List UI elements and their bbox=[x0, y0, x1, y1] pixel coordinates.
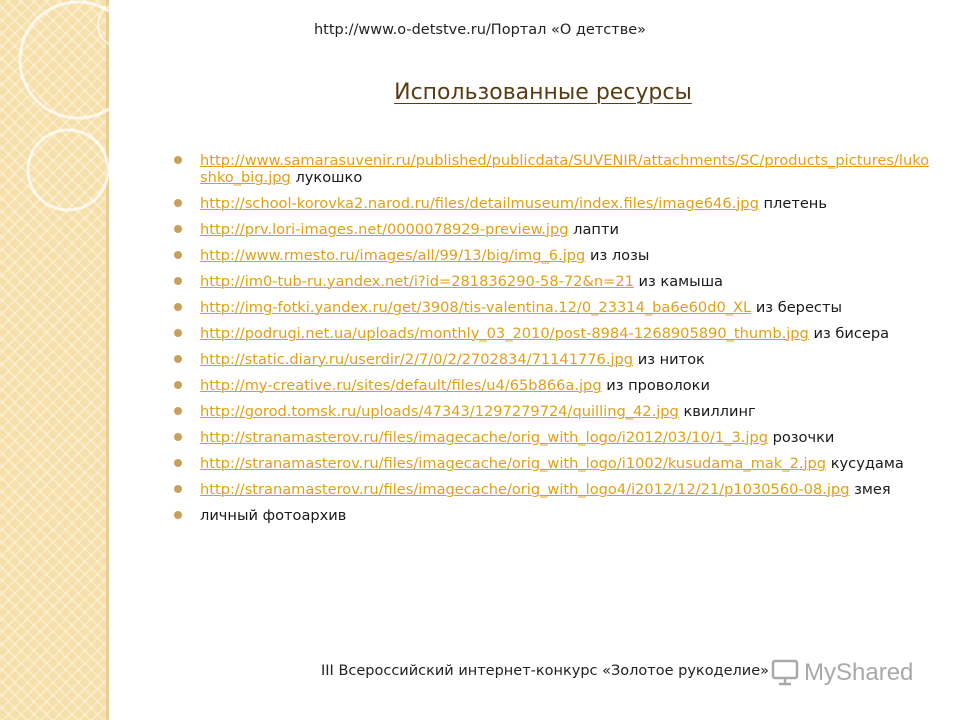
resource-link[interactable]: http://www.samarasuvenir.ru/published/publicdata/SUVENIR/attachments/SC/products_pictures/lukoshko_big.jpg bbox=[200, 152, 930, 186]
bullet-icon bbox=[174, 485, 182, 493]
list-item bbox=[170, 152, 930, 186]
personal-archive-text: личный фотоархив bbox=[200, 507, 347, 524]
resource-link[interactable]: http://prv.lori-images.net/0000078929-preview.jpg bbox=[200, 221, 569, 238]
footer-text: III Всероссийский интернет-конкурс «Золотое рукоделие» bbox=[321, 663, 769, 679]
bullet-icon bbox=[174, 355, 182, 363]
bullet-icon bbox=[174, 156, 182, 164]
bullet-icon bbox=[174, 407, 182, 415]
resource-link[interactable]: http://stranamasterov.ru/files/imagecache/orig_with_logo4/i2012/12/21/p1030560-08.jpg bbox=[200, 481, 850, 498]
bullet-icon bbox=[174, 277, 182, 285]
resource-description: из ниток bbox=[637, 351, 705, 368]
resource-link[interactable]: http://gorod.tomsk.ru/uploads/47343/1297279724/quilling_42.jpg bbox=[200, 403, 679, 420]
list-item bbox=[170, 195, 930, 212]
list-item bbox=[170, 247, 930, 264]
resource-description: из проволоки bbox=[606, 377, 710, 394]
resource-description: розочки bbox=[772, 429, 835, 446]
bullet-icon bbox=[174, 199, 182, 207]
list-item bbox=[170, 507, 930, 524]
list-item bbox=[170, 325, 930, 342]
list-item bbox=[170, 455, 930, 472]
list-item bbox=[170, 377, 930, 394]
resource-description: кусудама bbox=[830, 455, 904, 472]
logo-text: MyShared bbox=[804, 659, 914, 686]
resource-description: из бисера bbox=[813, 325, 890, 342]
list-item bbox=[170, 429, 930, 446]
bullet-icon bbox=[174, 381, 182, 389]
bullet-icon bbox=[174, 225, 182, 233]
bullet-icon bbox=[174, 251, 182, 259]
resource-description: из бересты bbox=[755, 299, 842, 316]
list-item bbox=[170, 351, 930, 368]
bullet-icon bbox=[174, 511, 182, 519]
header-url: http://www.o-detstve.ru/Портал «О детстве» bbox=[313, 22, 647, 38]
resource-description: из лозы bbox=[589, 247, 650, 264]
resource-link[interactable]: http://static.diary.ru/userdir/2/7/0/2/2702834/71141776.jpg bbox=[200, 351, 634, 368]
page-title: Использованные ресурсы bbox=[394, 80, 692, 105]
resource-link[interactable]: http://stranamasterov.ru/files/imagecache/orig_with_logo/i2012/03/10/1_3.jpg bbox=[200, 429, 768, 446]
bullet-icon bbox=[174, 303, 182, 311]
bullet-icon bbox=[174, 433, 182, 441]
presentation-icon bbox=[770, 657, 800, 687]
bullet-icon bbox=[174, 329, 182, 337]
resource-description: квиллинг bbox=[683, 403, 756, 420]
resource-list bbox=[170, 152, 930, 533]
resource-description: плетень bbox=[763, 195, 827, 212]
decorative-circles bbox=[0, 0, 160, 260]
resource-link[interactable]: http://my-creative.ru/sites/default/files/u4/65b866a.jpg bbox=[200, 377, 602, 394]
bullet-icon bbox=[174, 459, 182, 467]
list-item bbox=[170, 403, 930, 420]
list-item bbox=[170, 221, 930, 238]
resource-description: лукошко bbox=[295, 169, 363, 186]
list-item bbox=[170, 299, 930, 316]
list-item bbox=[170, 481, 930, 498]
resource-link[interactable]: http://school-korovka2.narod.ru/files/detailmuseum/index.files/image646.jpg bbox=[200, 195, 759, 212]
resource-link[interactable]: http://stranamasterov.ru/files/imagecache/orig_with_logo/i1002/kusudama_mak_2.jpg bbox=[200, 455, 827, 472]
resource-link[interactable]: http://im0-tub-ru.yandex.net/i?id=281836290-58-72&n=21 bbox=[200, 273, 634, 290]
resource-link[interactable]: http://img-fotki.yandex.ru/get/3908/tis-valentina.12/0_23314_ba6e60d0_XL bbox=[200, 299, 752, 316]
resource-description: лапти bbox=[573, 221, 619, 238]
resource-description: змея bbox=[854, 481, 891, 498]
resource-description: из камыша bbox=[638, 273, 724, 290]
myshared-logo[interactable] bbox=[770, 657, 914, 689]
list-item bbox=[170, 273, 930, 290]
resource-link[interactable]: http://podrugi.net.ua/uploads/monthly_03_2010/post-8984-1268905890_thumb.jpg bbox=[200, 325, 809, 342]
resource-link[interactable]: http://www.rmesto.ru/images/all/99/13/big/img_6.jpg bbox=[200, 247, 586, 264]
